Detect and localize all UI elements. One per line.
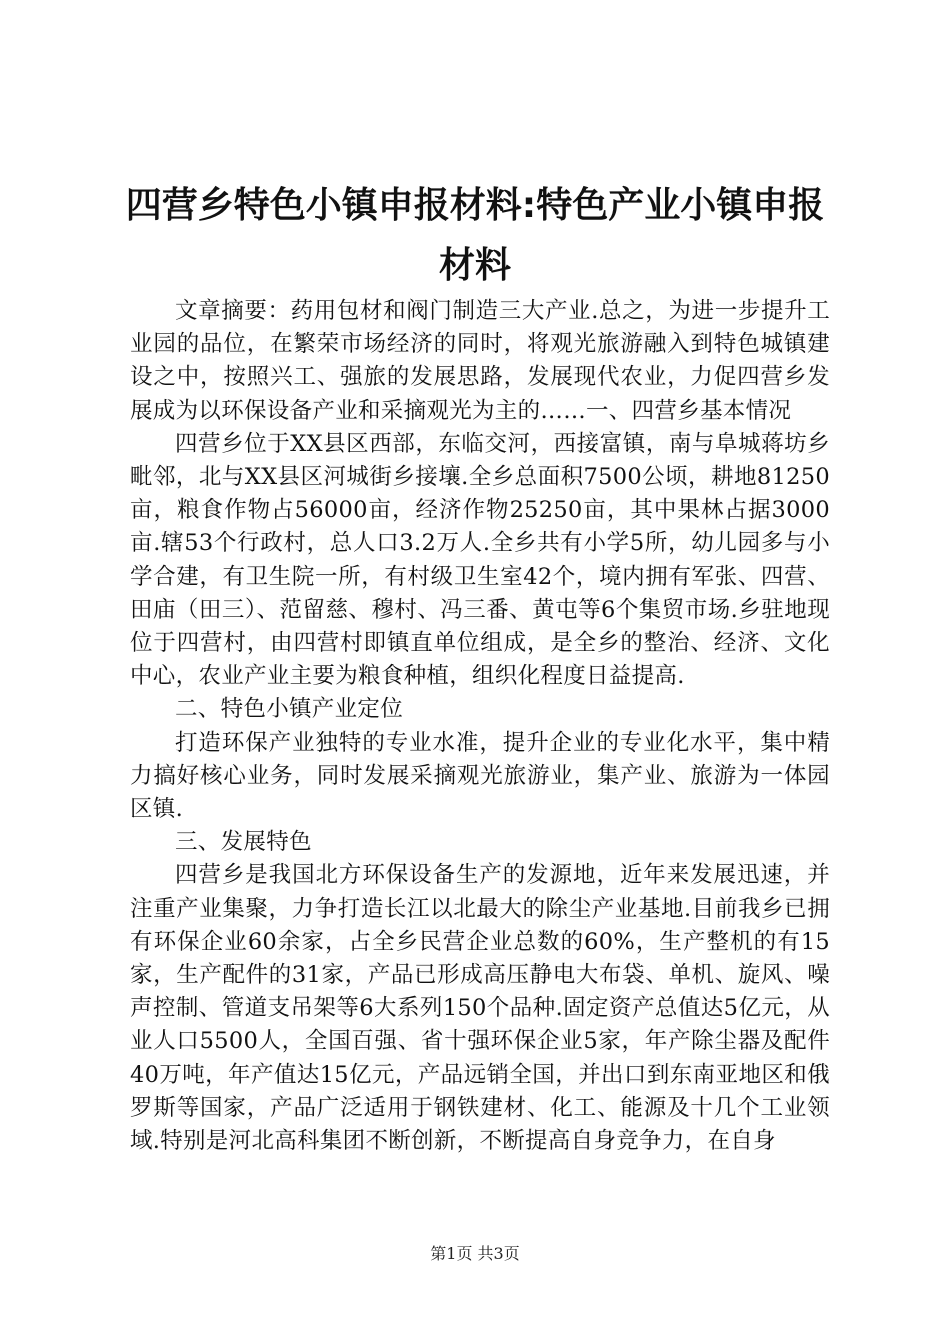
paragraph-features: 四营乡是我国北方环保设备生产的发源地，近年来发展迅速，并注重产业集聚，力争打造长江以北最大的除尘产业基地.目前我乡已拥有环保企业60余家，占全乡民营企业总数的60%，生产整机的有15家，生产配件的31家，产品已形成高压静电大布袋、单机、旋风、噪声控制、管道支吊架等6大系列150个品种.固定资产总值达5亿元，从业人口5500人，全国百强、省十强环保企业5家，年产除尘器及配件40万吨，年产值达15亿元，产品远销全国，并出口到东南亚地区和俄罗斯等国家，产品广泛适用于钢铁建材、化工、能源及十几个工业领域.特别是河北高科集团不断创新，不断提高自身竞争力，在自身	[130, 862, 830, 1155]
section-heading-features: 三、发展特色	[175, 829, 312, 856]
document-body	[130, 295, 830, 1158]
document-title: 四营乡特色小镇申报材料:特色产业小镇申报材料	[125, 185, 825, 286]
page-number-footer: 第1页 共3页	[430, 1244, 520, 1263]
paragraph-positioning: 打造环保产业独特的专业水准，提升企业的专业化水平，集中精力搞好核心业务，同时发展采摘观光旅游业，集产业、旅游为一体园区镇.	[130, 729, 830, 823]
section-heading-positioning: 二、特色小镇产业定位	[175, 696, 404, 723]
paragraph-basic-info: 四营乡位于XX县区西部，东临交河，西接富镇，南与阜城蒋坊乡毗邻，北与XX县区河城街乡接壤.全乡总面积7500公顷，耕地81250亩，粮食作物占56000亩，经济作物25250亩，其中果林占据3000亩.辖53个行政村，总人口3.2万人.全乡共有小学5所，幼儿园多与小学合建，有卫生院一所，有村级卫生室42个，境内拥有军张、四营、田庙（田三）、范留慈、穆村、冯三番、黄屯等6个集贸市场.乡驻地现位于四营村，由四营村即镇直单位组成，是全乡的整治、经济、文化中心，农业产业主要为粮食种植，组织化程度日益提高.	[130, 430, 830, 690]
paragraph-abstract: 文章摘要：药用包材和阀门制造三大产业.总之，为进一步提升工业园的品位，在繁荣市场经济的同时，将观光旅游融入到特色城镇建设之中，按照兴工、强旅的发展思路，发展现代农业，力促四营乡发展成为以环保设备产业和采摘观光为主的……一、四营乡基本情况	[130, 298, 830, 424]
